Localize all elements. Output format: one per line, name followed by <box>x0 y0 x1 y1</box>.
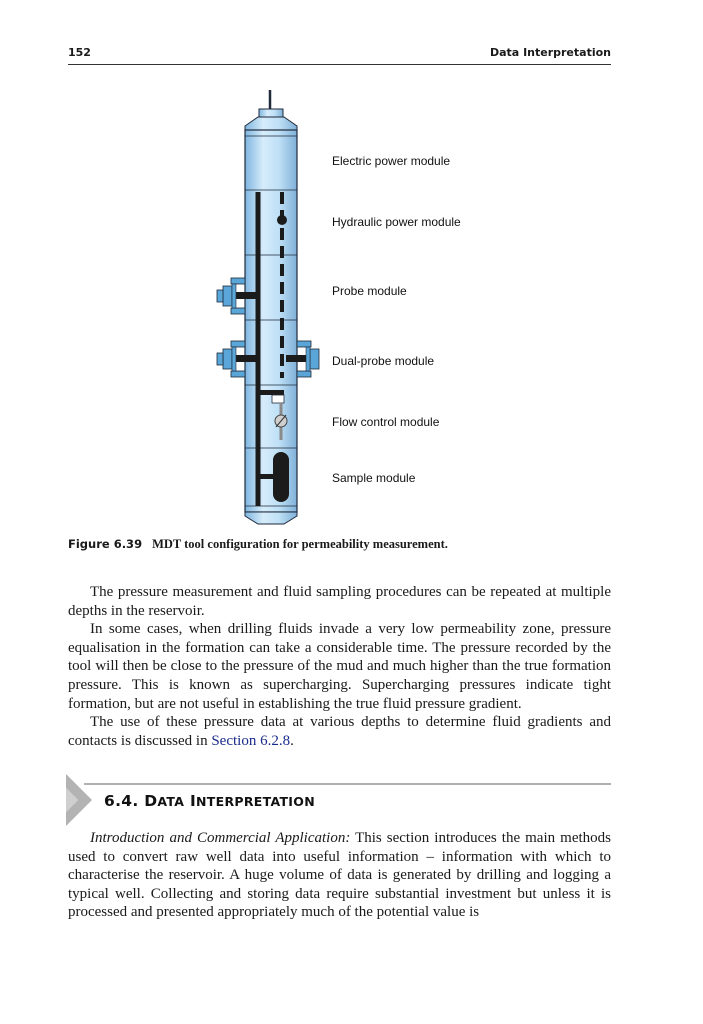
section-chevron-icon <box>66 774 96 826</box>
section-number: 6.4. <box>104 792 139 810</box>
label-electric-power-module: Electric power module <box>332 154 451 168</box>
figure-caption-label: Figure 6.39 <box>68 537 143 551</box>
label-dual-probe-module: Dual-probe module <box>332 354 435 368</box>
intro-text: This section introduces the main methods used to convert raw well data into useful information – information with which to characterise the reservoir. A huge volume of data is generated by drilling and logging a typical well. Collecting and storing data require substantial investment but unless it is processed and presented appropriately much of the potential value is <box>68 830 611 921</box>
section-6-2-8-link[interactable]: Section 6.2.8 <box>211 732 291 749</box>
cable <box>259 90 283 117</box>
figure-caption <box>68 537 448 552</box>
paragraph-1: The pressure measurement and fluid sampling procedures can be repeated at multiple depths in the reservoir. <box>68 584 611 619</box>
section-heading <box>104 792 315 810</box>
figure-caption-text: MDT tool configuration for permeability measurement. <box>152 537 448 551</box>
section-intro-paragraph <box>68 829 611 922</box>
title-rest-d: ATA <box>157 794 185 809</box>
intro-label: Introduction and Commercial Application: <box>90 830 351 846</box>
body-text <box>68 583 611 750</box>
label-sample-module: Sample module <box>332 471 416 485</box>
title-rest-i: NTERPRETATION <box>196 794 315 809</box>
tool-body <box>245 117 297 524</box>
section-rule <box>84 783 611 785</box>
section-title <box>144 792 315 810</box>
label-probe-module: Probe module <box>332 284 407 298</box>
label-flow-control-module: Flow control module <box>332 415 440 429</box>
title-cap-i: I <box>189 792 197 810</box>
paragraph-3-end: . <box>290 732 294 749</box>
paragraph-2: In some cases, when drilling fluids invade a very low permeability zone, pressure equalisation in the formation can take a considerable time. The pressure recorded by the tool will then be close to the pressure of the mud and much higher than the true formation pressure. This is known as supercharging. Supercharging pressures indicate tight formation, but are not useful in establishing the true fluid pressure gradient. <box>68 621 611 712</box>
paragraph-3-text: The use of these pressure data at various depths to determine fluid gradients and contacts is discussed in <box>68 714 611 749</box>
paragraph-3 <box>68 713 611 750</box>
title-cap-d: D <box>144 792 158 810</box>
page-header <box>68 46 611 65</box>
section-intro <box>68 829 611 922</box>
label-hydraulic-power-module: Hydraulic power module <box>332 215 461 229</box>
page-number: 152 <box>68 46 91 59</box>
running-head: Data Interpretation <box>490 46 611 59</box>
